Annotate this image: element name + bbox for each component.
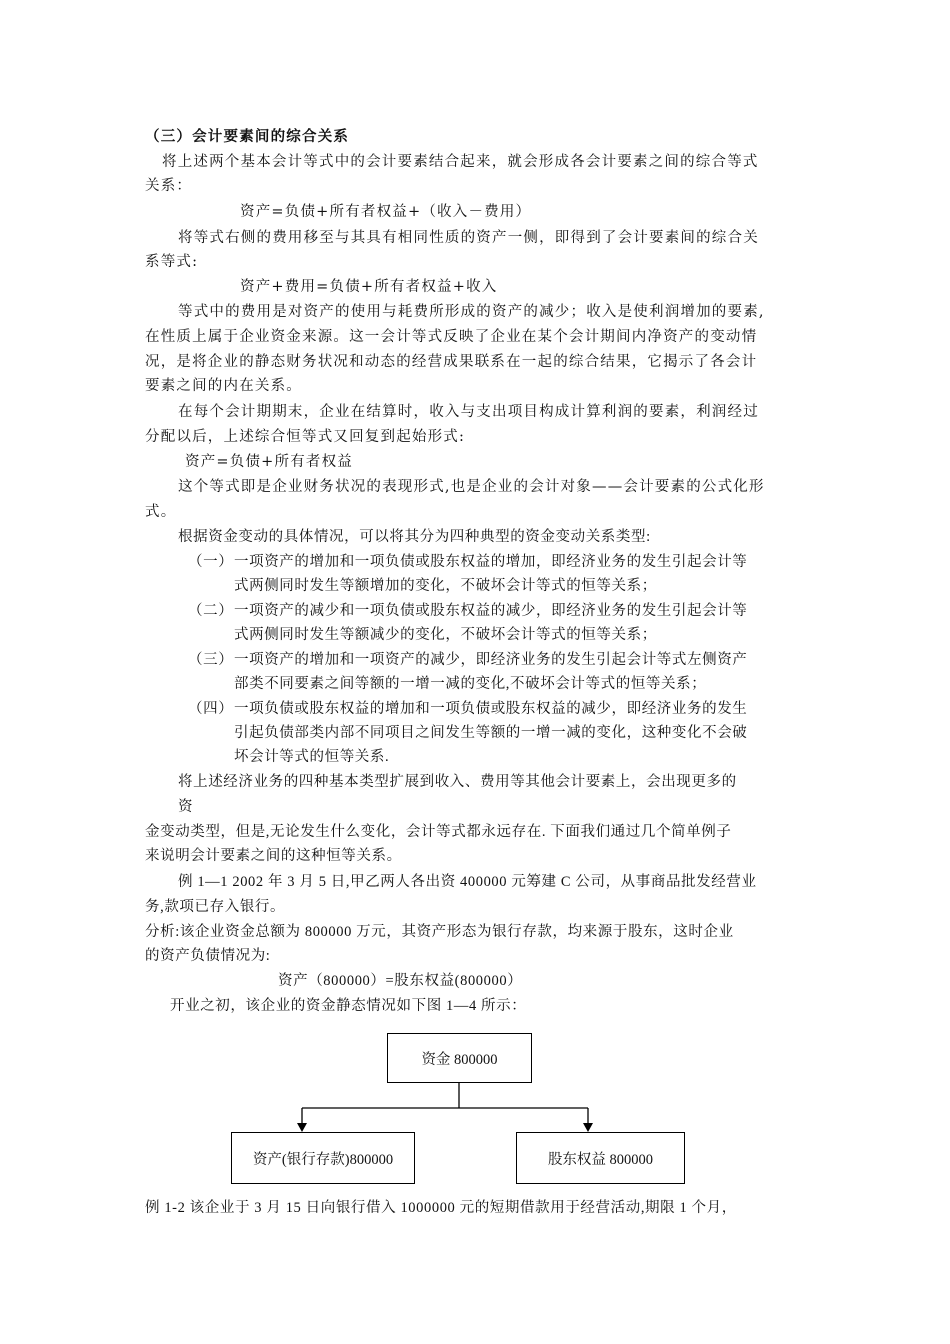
analysis-line1: 分析:该企业资金总额为 800000 万元，其资产形态为银行存款，均来源于股东，这时企业 <box>145 924 734 940</box>
para6: 根据资金变动的具体情况，可以将其分为四种典型的资金变动关系类型: <box>178 529 651 545</box>
para5-line2: 式。 <box>145 504 177 520</box>
para3-line3: 况，是将企业的静态财务状况和动态的经营成果联系在一起的综合结果，它揭示了各会计 <box>145 354 758 370</box>
diagram-box-capital-label: 资金 800000 <box>421 1051 498 1068</box>
type1-line1: 一项资产的增加和一项负债或股东权益的增加，即经济业务的发生引起会计等 <box>234 554 748 570</box>
type2-line2: 式两侧同时发生等额减少的变化，不破坏会计等式的恒等关系； <box>234 627 657 643</box>
type3-line2: 部类不同要素之间等额的一增一减的变化,不破坏会计等式的恒等关系； <box>234 676 707 692</box>
equation-4: 资产（800000）=股东权益(800000） <box>278 973 523 989</box>
equation-1: 资产=负债+所有者权益+（收入－费用） <box>240 204 532 220</box>
example2-line1: 例 1-2 该企业于 3 月 15 日向银行借入 1000000 元的短期借款用于经营活动,期限 1 个月， <box>145 1200 737 1216</box>
para1-line1: 将上述两个基本会计等式中的会计要素结合起来，就会形成各会计要素之间的综合等式 <box>162 154 759 170</box>
para2-line2: 系等式: <box>145 254 199 270</box>
type2-number: （二） <box>188 603 234 619</box>
type4-line3: 坏会计等式的恒等关系. <box>234 749 390 765</box>
para7-line2: 资 <box>178 799 194 815</box>
para7-line4: 来说明会计要素之间的这种恒等关系。 <box>145 848 402 864</box>
arrow-left-head <box>297 1123 307 1132</box>
example1-line1: 例 1—1 2002 年 3 月 5 日,甲乙两人各出资 400000 元筹建 C 公司，从事商品批发经营业 <box>178 874 757 890</box>
type1-line2: 式两侧同时发生等额增加的变化，不破坏会计等式的恒等关系； <box>234 578 657 594</box>
para3-line4: 要素之间的内在关系。 <box>145 378 302 394</box>
para5-line1: 这个等式即是企业财务状况的表现形式,也是企业的会计对象——会计要素的公式化形 <box>178 479 765 495</box>
para4-line2: 分配以后，上述综合恒等式又回复到起始形式: <box>145 429 466 445</box>
type4-line2: 引起负债部类内部不同项目之间发生等额的一增一减的变化，这种变化不会破 <box>234 725 748 741</box>
para3-line2: 在性质上属于企业资金来源。这一会计等式反映了企业在某个会计期间内净资产的变动情 <box>145 329 758 345</box>
example1-line2: 务,款项已存入银行。 <box>145 899 286 915</box>
section-title: （三）会计要素间的综合关系 <box>145 128 350 145</box>
diagram-box-assets <box>231 1132 415 1184</box>
diagram-box-assets-label: 资产(银行存款)800000 <box>252 1151 394 1168</box>
para7-line1: 将上述经济业务的四种基本类型扩展到收入、费用等其他会计要素上，会出现更多的 <box>178 774 737 790</box>
para2-line1: 将等式右侧的费用移至与其具有相同性质的资产一侧，即得到了会计要素间的综合关 <box>178 230 759 246</box>
type3-line1: 一项资产的增加和一项资产的减少，即经济业务的发生引起会计等式左侧资产 <box>234 652 748 668</box>
diagram-box-equity <box>516 1132 685 1184</box>
para1-line2: 关系： <box>145 178 193 194</box>
para7-line3: 金变动类型，但是,无论发生什么变化，会计等式都永远存在. 下面我们通过几个简单例子 <box>145 824 732 840</box>
type4-line1: 一项负债或股东权益的增加和一项负债或股东权益的减少，即经济业务的发生 <box>234 701 748 717</box>
diagram-box-capital <box>387 1033 532 1083</box>
para4-line1: 在每个会计期期末，企业在结算时，收入与支出项目构成计算利润的要素，利润经过 <box>178 404 759 420</box>
type2-line1: 一项资产的减少和一项负债或股东权益的减少，即经济业务的发生引起会计等 <box>234 603 748 619</box>
para8: 开业之初，该企业的资金静态情况如下图 1—4 所示： <box>170 998 527 1014</box>
arrow-right-head <box>583 1123 593 1132</box>
type4-number: （四） <box>188 701 234 717</box>
type1-number: （一） <box>188 554 234 570</box>
analysis-line2: 的资产负债情况为: <box>145 948 271 964</box>
equation-2: 资产+费用=负债+所有者权益+收入 <box>240 279 498 295</box>
equation-3: 资产=负债+所有者权益 <box>185 454 353 470</box>
type3-number: （三） <box>188 652 234 668</box>
para3-line1: 等式中的费用是对资产的使用与耗费所形成的资产的减少；收入是使利润增加的要素, <box>178 304 765 320</box>
diagram-box-equity-label: 股东权益 800000 <box>547 1151 654 1168</box>
